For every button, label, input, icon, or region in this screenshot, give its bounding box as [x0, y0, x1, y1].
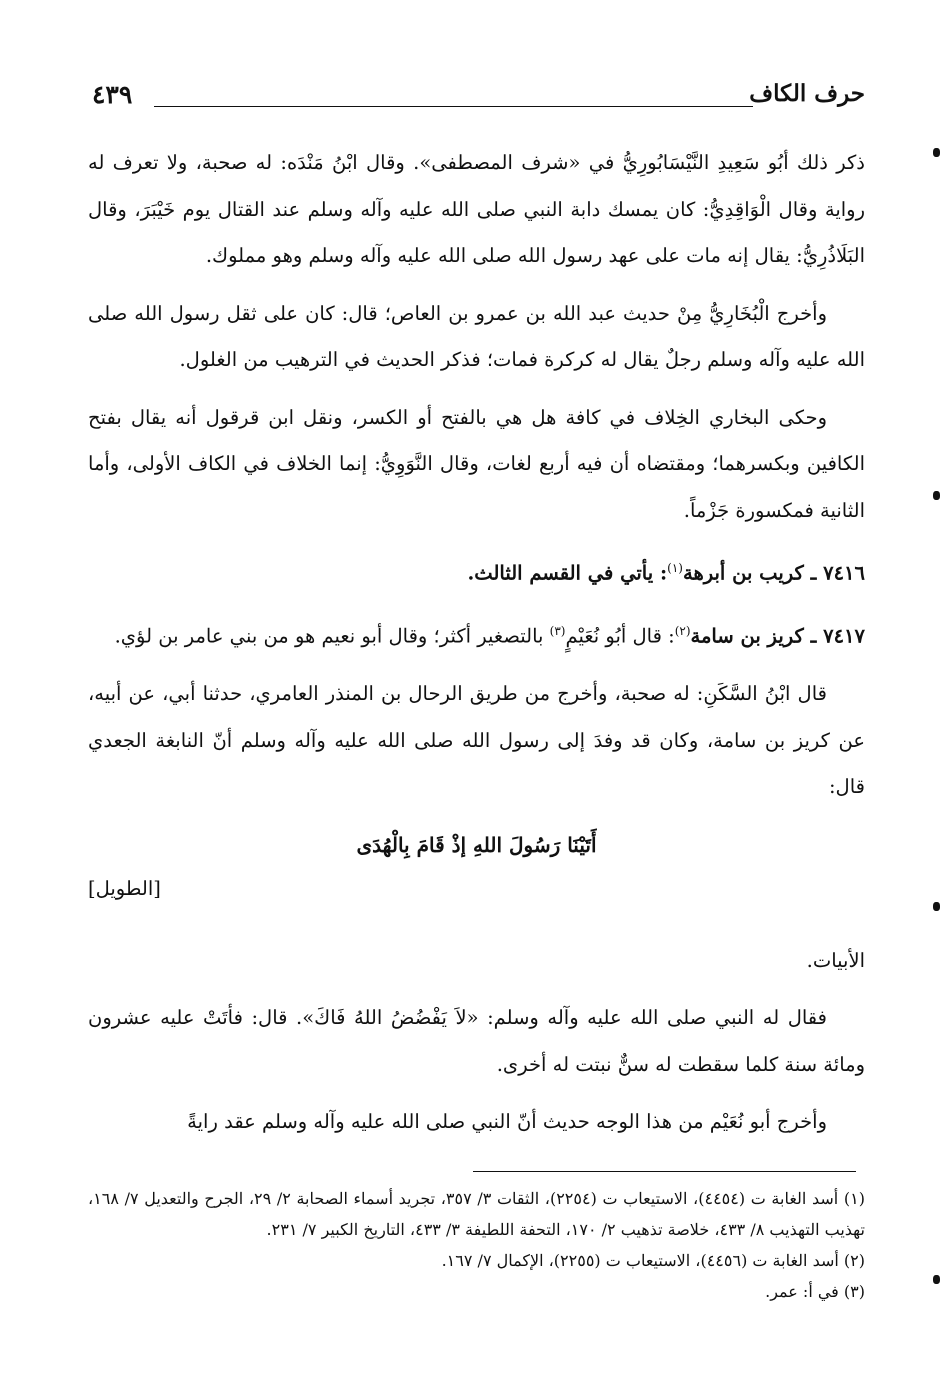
entry-name: كريز بن سامة: [690, 624, 804, 648]
entry-number: ٧٤١٦: [823, 561, 865, 585]
entry-text: : قال أبُو نُعَيْمٍ: [565, 624, 675, 648]
scan-mark: [933, 148, 940, 157]
header-rule: [154, 106, 753, 107]
main-text: [88, 140, 865, 1157]
entry-text: : يأتي في القسم الثالث.: [467, 561, 668, 585]
footnote-2: (٢) أسد الغابة ت (٤٤٥٦)، الاستيعاب ت (٢٢٥٥)، الإكمال ٧/ ١٦٧.: [441, 1251, 865, 1270]
page-number: ٤٣٩: [92, 80, 133, 109]
scan-mark: [933, 491, 940, 500]
paragraph-last: وأخرج أبو نُعَيْم من هذا الوجه حديث أنّ النبي صلى الله عليه وآله وسلم عقد رايةً: [187, 1110, 827, 1133]
scan-mark: [933, 902, 940, 911]
running-header: [78, 80, 865, 120]
entry-name: كريب بن أبرهة: [682, 561, 804, 585]
abyat-label: الأبيات.: [806, 948, 865, 972]
footnote-separator: [473, 1171, 856, 1172]
paragraph-1: ذكر ذلك أبُو سَعِيدِ النَّيْسَابُورِيُّ في «شرف المصطفى». وقال ابْنُ مَنْدَه: له صحبة، ولا تعرف له رواية وقال الْوَاقِدِيُّ: كان يمسك دابة النبي صلى الله عليه وآله وسلم عند القتال يوم خَيْبَرَ، وقال البَلَاذُرِيُّ: يقال إنه مات على عهد رسول الله صلى الله عليه وآله وسلم وهو مملوك.: [88, 151, 865, 267]
paragraph-faqal: فقال له النبي صلى الله عليه وآله وسلم: «لاَ يَفْضُضُ اللهُ فَاكَ». قال: فأتَتْ عليه عشرون ومائة سنة كلما سقطت له سنٌّ نبتت له أخرى.: [88, 1006, 865, 1076]
footnote-ref: (٢): [674, 624, 691, 638]
footnote-ref: (٣): [549, 624, 566, 638]
paragraph-2: وأخرج الْبُخَارِيُّ مِنْ حديث عبد الله بن عمرو بن العاص؛ قال: كان على ثقل رسول الله صلى الله عليه وآله وسلم رجلٌ يقال له كركرة فمات؛ فذكر الحديث في الترهيب من الغلول.: [88, 301, 865, 371]
poem-verse: أَتَيْنَا رَسُولَ اللهِ إذْ قَامَ بِالْهُدَى: [356, 832, 597, 857]
poem-meter: [الطويل]: [88, 876, 161, 900]
footnote-1: (١) أسد الغابة ت (٤٤٥٤)، الاستيعاب ت (٢٢٥٤)، الثقات ٣/ ٣٥٧، تجريد أسماء الصحابة ٢/ ٢٩، الجرح والتعديل ٧/ ١٦٨، تهذيب التهذيب ٨/ ٤٣٣، خلاصة تذهيب ٢/ ١٧٠، التحفة اللطيفة ٣/ ٤٣٣، التاريخ الكبير ٧/ ٢٣١.: [88, 1189, 865, 1239]
footnotes: [88, 1183, 865, 1307]
paragraph-ibn-sakan: قال ابْنُ السَّكَنِ: له صحبة، وأخرج من طريق الرحال بن المنذر العامري، حدثنا أبي، عن أبيه، عن كريز بن سامة، وكان قد وفدَ إلى رسول الله صلى الله عليه وآله وسلم أنّ النابغة الجعدي قال:: [88, 682, 865, 798]
entry-7416: ٧٤١٦ ـ كريب بن أبرهة$^{(١)}$: يأتي في القسم الثالث.: [467, 561, 865, 585]
footnote-3: (٣) في أ: عمر.: [765, 1282, 865, 1301]
entry-number: ٧٤١٧: [823, 624, 865, 648]
footnote-ref: (١): [667, 561, 683, 575]
paragraph-3: وحكى البخاري الخِلاف في كافة هل هي بالفتح أو الكسر، ونقل ابن قرقول أنه يقال بفتح الكافين وبكسرهما؛ ومقتضاه أن فيه أربع لغات، وقال النَّوَوِيُّ: إنما الخلاف في الكاف الأولى، وأما الثانية فمكسورة جَزْماً.: [88, 405, 865, 522]
entry-text: بالتصغير أكثر؛ وقال أبو نعيم هو من بني عامر بن لؤي.: [114, 624, 550, 648]
entry-7417: ٧٤١٧ ـ كريز بن سامة$^{(٢)}$: قال أبُو نُعَيْمٍ$^{(٣)}$ بالتصغير أكثر؛ وقال أبو نعيم هو من بني عامر بن لؤي.: [114, 624, 865, 648]
chapter-title: حرف الكاف: [749, 80, 865, 107]
scan-mark: [933, 1275, 940, 1284]
